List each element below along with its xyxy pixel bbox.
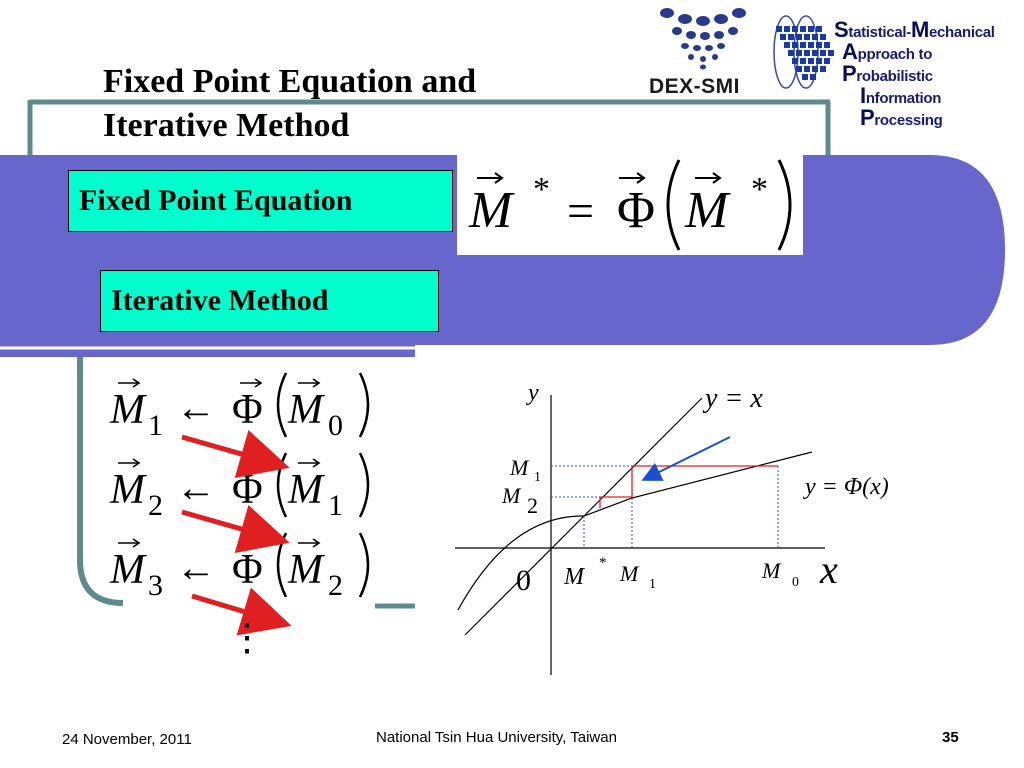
row3-arg: M xyxy=(288,547,323,593)
guide-lines xyxy=(551,466,778,548)
row1-lhs-sub: 1 xyxy=(148,409,163,442)
eq-arg-star: * xyxy=(751,171,768,208)
footer-institution: National Tsin Hua University, Taiwan xyxy=(376,729,617,746)
y-axis-label: y xyxy=(528,380,539,406)
row1-arg-sub: 0 xyxy=(328,409,343,442)
iteration-row-2 xyxy=(109,453,368,522)
row2-arrow: ← xyxy=(176,465,216,510)
y-tick-m2-sub: 2 xyxy=(527,493,538,518)
row1-lhs: M xyxy=(110,387,145,433)
row2-lhs-sub: 2 xyxy=(148,489,163,522)
x-tick-m1-sub: 1 xyxy=(649,577,656,592)
x-tick-m1: M xyxy=(620,561,639,586)
row1-arg: M xyxy=(288,387,323,433)
x-tick-m0-sub: 0 xyxy=(792,575,799,590)
fixed-point-graph xyxy=(440,375,889,685)
smapip-line-2: Approach to Probabilistic xyxy=(842,39,933,86)
row2-lhs: M xyxy=(110,467,145,513)
dex-smi-logo xyxy=(645,3,763,100)
iterative-method-label: Iterative Method xyxy=(100,270,439,332)
row2-arg: M xyxy=(288,467,323,513)
identity-line-label: y = x xyxy=(705,383,763,414)
smapip-logo xyxy=(766,12,1016,130)
row1-arrow: ← xyxy=(176,385,216,430)
blue-arrow xyxy=(645,437,730,479)
slide-title xyxy=(103,60,476,148)
eq-phi: Φ xyxy=(617,182,656,239)
smapip-grid-icon xyxy=(766,12,836,97)
row3-phi: Φ xyxy=(232,547,263,593)
y-tick-m1-sub: 1 xyxy=(534,470,541,485)
iteration-row-1 xyxy=(109,373,368,442)
phi-curve-label: y = Φ(x) xyxy=(805,474,889,500)
x-tick-mstar-sup: * xyxy=(599,555,607,571)
y-tick-m2: M xyxy=(502,483,521,508)
iteration-equations xyxy=(100,365,410,665)
row3-arg-sub: 2 xyxy=(328,569,343,602)
row3-lhs-sub: 3 xyxy=(148,569,163,602)
row2-phi: Φ xyxy=(232,467,263,513)
fixed-point-equation xyxy=(457,152,803,255)
eq-arg-m: M xyxy=(685,182,729,239)
x-tick-mstar: M xyxy=(564,564,584,590)
eq-lhs-m: M xyxy=(469,182,513,239)
eq-equals: = xyxy=(567,185,595,238)
iteration-row-3 xyxy=(109,533,368,602)
x-axis-label: x xyxy=(820,547,838,592)
fixed-point-equation-label: Fixed Point Equation xyxy=(68,170,453,232)
row3-arrow: ← xyxy=(176,545,216,590)
row1-phi: Φ xyxy=(232,387,263,433)
origin-label: 0 xyxy=(516,564,531,597)
smapip-text xyxy=(834,17,1016,130)
smapip-line-3: Information Processing xyxy=(860,83,943,130)
ellipsis: ⋮ xyxy=(228,617,266,659)
dex-smi-text: DEX-SMI xyxy=(649,75,741,98)
y-tick-m1: M xyxy=(510,455,529,480)
eq-lhs-star: * xyxy=(533,171,550,208)
slide-title-line1: Fixed Point Equation and xyxy=(103,63,477,100)
page-number: 35 xyxy=(942,729,959,746)
smapip-line-1: Statistical-Mechanical xyxy=(834,17,995,42)
slide-title-line2: Iterative Method xyxy=(103,107,350,144)
row2-arg-sub: 1 xyxy=(328,489,343,522)
iteration-path xyxy=(600,466,778,508)
red-arrow-2 xyxy=(182,512,280,540)
row3-lhs: M xyxy=(110,547,145,593)
red-arrow-1 xyxy=(182,437,280,465)
footer-date: 24 November, 2011 xyxy=(62,731,192,748)
x-tick-m0: M xyxy=(762,558,781,583)
